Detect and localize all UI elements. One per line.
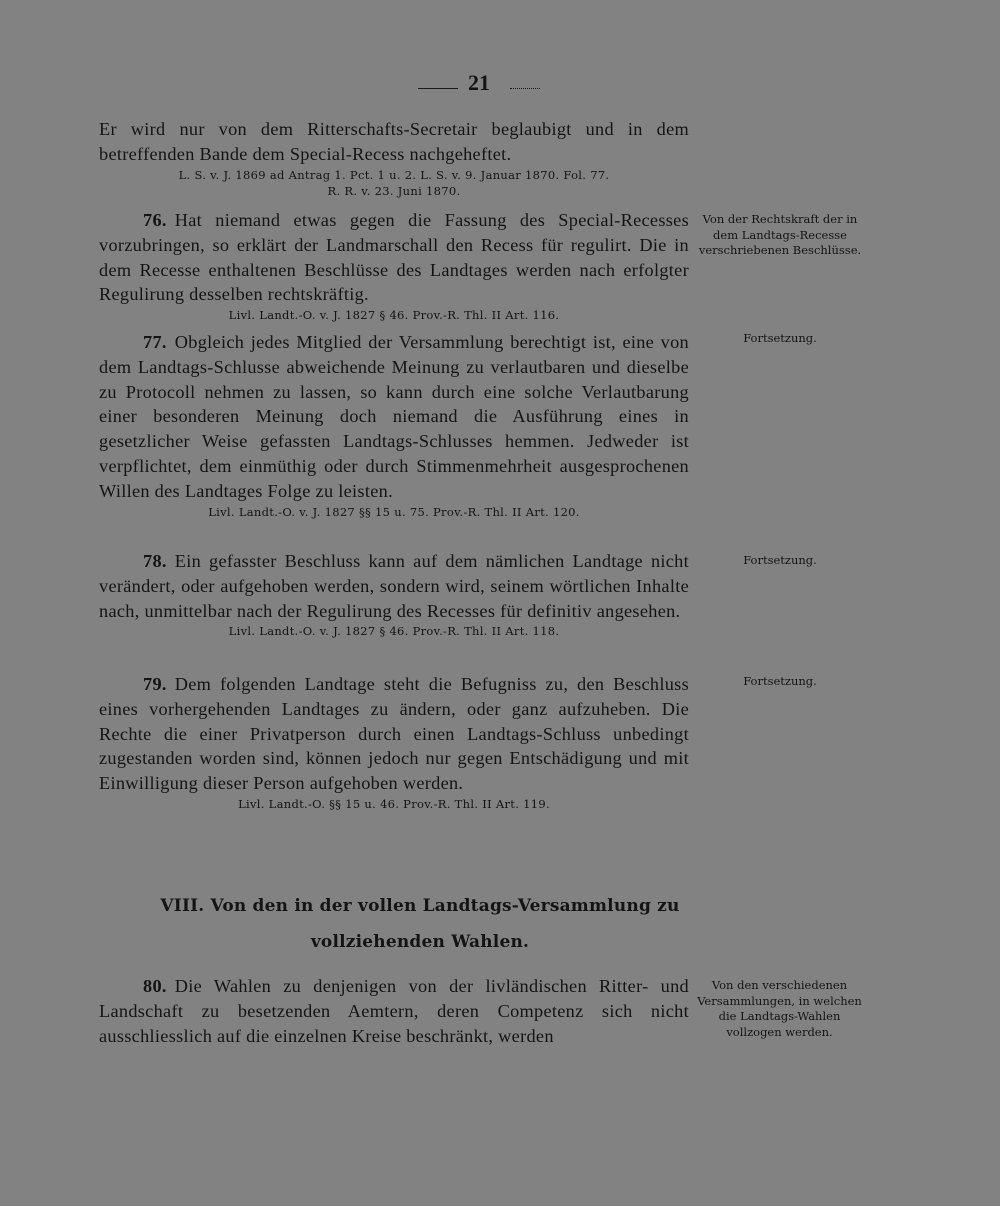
section-77: [99, 330, 689, 520]
section-reference: Livl. Landt.-O. v. J. 1827 § 46. Prov.-R. Thl. II Art. 116.: [228, 308, 560, 323]
section-78: [99, 549, 689, 639]
header-rule-left: [418, 88, 458, 89]
margin-note-80: Von den verschiedenen Versammlungen, in welchen die Landtags-Wahlen vollzogen werden.: [697, 978, 862, 1039]
chapter-heading-line-2: vollziehenden Wahlen.: [310, 932, 530, 952]
section-text: Dem folgenden Landtage steht die Befugniss zu, den Beschluss eines vorhergehenden Landtages zu ändern, oder ganz aufzuheben. Die Rechte die einer Privatperson durch einen Landtags-Schluss unbedingt zugestanden worden sind, können jedoch nur gegen Entschädigung und mit Einwilligung dieser Person aufgehoben werden.: [99, 674, 689, 794]
section-number: 76.: [143, 210, 167, 230]
section-number: 78.: [143, 551, 167, 571]
section-text: Hat niemand etwas gegen die Fassung des Special-Recesses vorzubringen, so erklärt der Landmarschall den Recess für regulirt. Die in dem Recesse enthaltenen Beschlüsse des Landtages werden nach erfolgter Regulirung desselben rechtskräftig.: [99, 210, 689, 305]
page-number: 21: [468, 70, 490, 95]
section-text: Obgleich jedes Mitglied der Versammlung berechtigt ist, eine von dem Landtags-Schlusse abweichende Meinung zu verlautbaren und dieselbe zu Protocoll nehmen zu lassen, so kann durch eine solche Verlautbarung einer besonderen Meinung doch niemand die Ausführung eines in gesetzlicher Weise gefassten Landtags-Schlusses hemmen. Jedweder ist verpflichtet, dem einmüthig oder durch Stimmenmehrheit ausgesprochenen Willen des Landtages Folge zu leisten.: [99, 332, 689, 501]
section-reference: Livl. Landt.-O. §§ 15 u. 46. Prov.-R. Thl. II Art. 119.: [238, 796, 550, 811]
margin-note-79: Fortsetzung.: [743, 674, 817, 688]
intro-block: [99, 117, 689, 199]
section-text: Ein gefasster Beschluss kann auf dem nämlichen Landtage nicht verändert, oder aufgehoben werden, sondern wird, seinem wörtlichen Inhalte nach, unmittelbar nach der Regulirung des Recesses für definitiv angesehen.: [99, 551, 689, 621]
section-number: 80.: [143, 976, 167, 996]
section-76: [99, 208, 689, 323]
intro-text: Er wird nur von dem Ritterschafts-Secretair beglaubigt und in dem betreffenden Bande dem Special-Recess nachgeheftet.: [99, 119, 689, 164]
chapter-heading: [100, 888, 740, 960]
margin-note-78: Fortsetzung.: [743, 553, 817, 567]
intro-reference-1: L. S. v. J. 1869 ad Antrag 1. Pct. 1 u. 2. L. S. v. 9. Januar 1870. Fol. 77.: [178, 167, 610, 182]
section-reference: Livl. Landt.-O. v. J. 1827 §§ 15 u. 75. Prov.-R. Thl. II Art. 120.: [208, 504, 580, 519]
section-number: 79.: [143, 674, 167, 694]
margin-note-77: Fortsetzung.: [743, 331, 817, 345]
section-text: Die Wahlen zu denjenigen von der livländischen Ritter- und Landschaft zu besetzenden Aemtern, deren Competenz sich nicht ausschliesslich auf die einzelnen Kreise beschränkt, werden: [99, 976, 689, 1046]
section-79: [99, 672, 689, 812]
section-80: [99, 974, 689, 1048]
margin-note-76: Von der Rechtskraft der in dem Landtags-Recesse verschriebenen Beschlüsse.: [698, 212, 862, 257]
intro-reference-2: R. R. v. 23. Juni 1870.: [327, 183, 461, 198]
header-rule-right: [510, 88, 540, 90]
section-reference: Livl. Landt.-O. v. J. 1827 § 46. Prov.-R. Thl. II Art. 118.: [228, 624, 560, 639]
page-header: [418, 70, 558, 104]
chapter-heading-line-1: VIII. Von den in der vollen Landtags-Versammlung zu: [160, 896, 680, 916]
section-number: 77.: [143, 332, 167, 352]
